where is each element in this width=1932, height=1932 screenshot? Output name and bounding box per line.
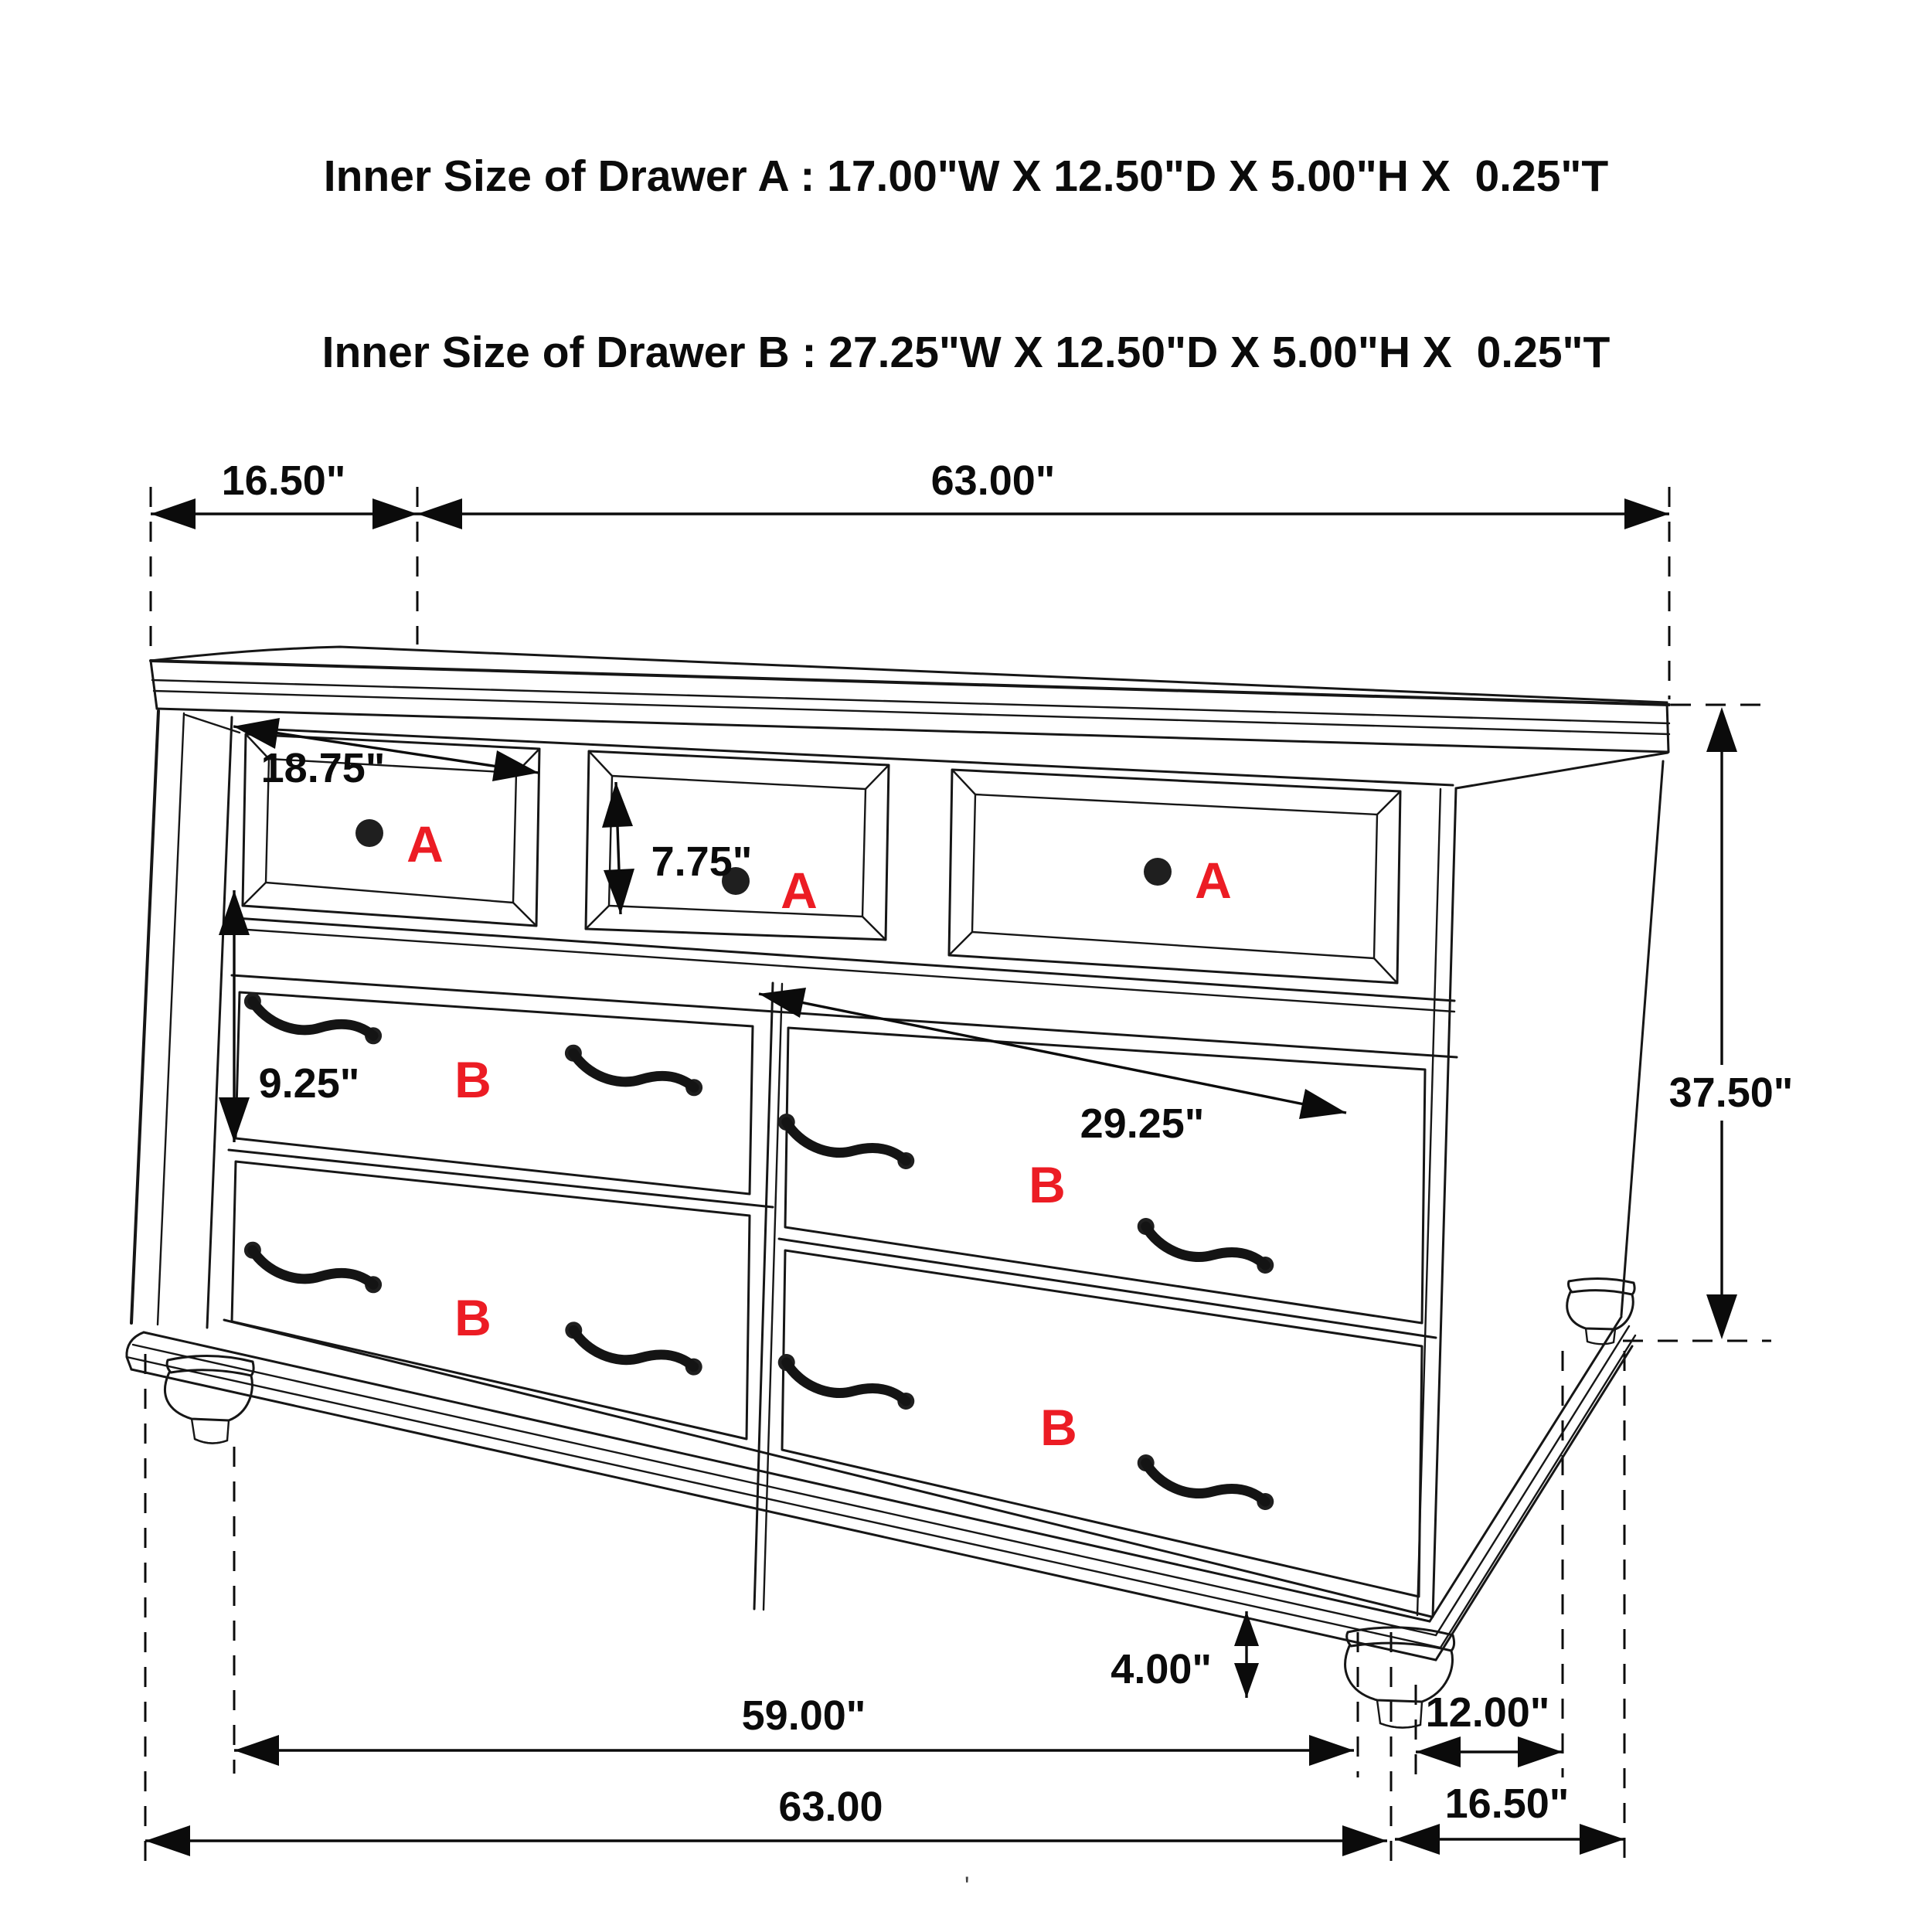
title-line-1: Inner Size of Drawer A : 17.00"W X 12.50"D X 5.00"H X 0.25"T: [323, 151, 1609, 201]
dim-bottom-depth: 16.50": [1444, 1781, 1570, 1827]
knob-a3: [1144, 858, 1172, 886]
label-b3: B: [1029, 1156, 1066, 1213]
dim-drawer-b-height: 9.25": [258, 1060, 360, 1107]
dim-top-width: 63.00": [930, 457, 1056, 504]
right-side: [1417, 753, 1668, 1617]
dimension-labels: [222, 457, 1794, 1830]
drawer-b4: [774, 1250, 1422, 1597]
handle: [562, 1321, 706, 1376]
dim-overall-height: 37.50": [1668, 1070, 1794, 1116]
dim-top-depth: 16.50": [221, 457, 346, 504]
extension-lines: [145, 487, 1771, 1861]
handle: [774, 1113, 918, 1171]
knob-a1: [355, 819, 383, 847]
label-a3: A: [1195, 852, 1232, 909]
title-line-2: Inner Size of Drawer B : 27.25"W X 12.50"D X 5.00"H X 0.25"T: [321, 328, 1611, 377]
base-molding: [127, 1317, 1635, 1660]
drawer-a3: [949, 770, 1400, 983]
stray-mark: ': [964, 1872, 970, 1901]
center-divider: [754, 983, 782, 1610]
handle: [1133, 1454, 1277, 1512]
dresser-top: [151, 647, 1669, 752]
label-b1: B: [454, 1051, 492, 1108]
handle: [1133, 1217, 1277, 1275]
dim-bottom-width: 63.00: [778, 1784, 883, 1830]
left-stile: [131, 711, 240, 1328]
handle: [241, 1241, 385, 1294]
handle: [774, 1353, 918, 1411]
dim-drawer-a-width: 18.75": [260, 745, 386, 791]
label-a1: A: [406, 815, 444, 872]
dim-foot-height: 4.00": [1111, 1646, 1212, 1692]
handle: [562, 1044, 706, 1097]
label-b4: B: [1040, 1399, 1077, 1456]
dresser-drawing: [127, 647, 1669, 1728]
dim-drawer-b-width: 29.25": [1080, 1100, 1205, 1147]
label-a2: A: [781, 862, 818, 919]
dim-side-feet-span: 12.00": [1425, 1689, 1550, 1736]
dim-front-feet-span: 59.00": [741, 1692, 866, 1739]
dim-drawer-a-height: 7.75": [651, 838, 753, 885]
label-b2: B: [454, 1289, 492, 1346]
drawer-b3: [774, 1028, 1425, 1323]
